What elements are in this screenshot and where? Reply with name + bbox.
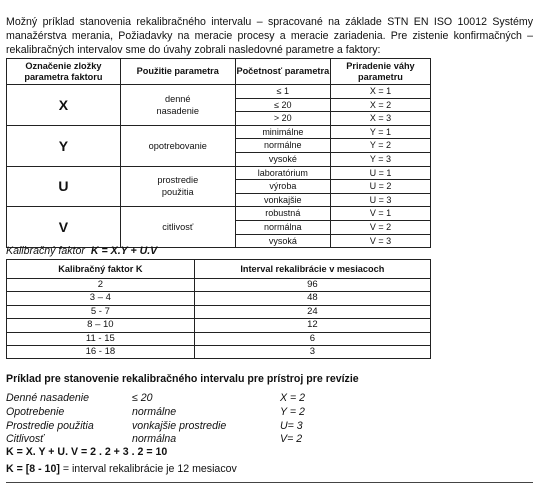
intro-paragraph: Možný príklad stanovenia rekalibračného intervalu – spracované na základe STN EN ISO 10012 Systémy manažérstva merania, Požiadavky na meracie procesy a meracie zariadenia. Pre zistenie konfirmačných – rekalibračných intervalov sme do úvahy zobrali nasledovné parametre a faktory: xyxy=(6,15,533,56)
formula-label: Kalibračný faktor xyxy=(6,245,85,257)
level-item: normálna xyxy=(236,220,330,234)
level-item: ≤ 20 xyxy=(236,98,330,112)
example-calculation: K = X. Y + U. V = 2 . 2 + 3 . 2 = 10 xyxy=(6,446,168,458)
interval-months: 96 xyxy=(194,279,430,292)
example-weight: X = 2 xyxy=(280,392,306,404)
level-item: > 20 xyxy=(236,111,330,125)
level-item: ≤ 1 xyxy=(276,86,290,96)
level-item: minimálne xyxy=(262,126,304,137)
factor-levels xyxy=(235,85,330,126)
factor-use: citlivosť xyxy=(120,207,235,248)
weight-item: X = 3 xyxy=(331,111,430,125)
example-parameter: Opotrebenie xyxy=(6,406,65,418)
example-parameter: Prostredie použitia xyxy=(6,420,94,432)
factor-range: 2 xyxy=(7,279,195,292)
weight-item: Y = 2 xyxy=(331,138,430,152)
factor-levels xyxy=(235,125,330,166)
weight-item: V = 3 xyxy=(331,234,430,248)
interval-months: 6 xyxy=(194,332,430,345)
factor-weights xyxy=(330,207,430,248)
result-range: K = [8 - 10] xyxy=(6,463,60,475)
header-recalibration-interval: Interval rekalibrácie v mesiacoch xyxy=(194,260,430,279)
level-item: normálne xyxy=(236,138,330,152)
factor-weights xyxy=(330,85,430,126)
factor-range: 8 – 10 xyxy=(7,319,195,332)
weight-item: V = 1 xyxy=(369,208,392,219)
example-weight: U= 3 xyxy=(280,420,303,432)
factor-row-x xyxy=(7,85,431,126)
interval-table xyxy=(6,259,431,359)
example-value: normálna xyxy=(132,433,177,445)
factor-use: opotrebovanie xyxy=(120,125,235,166)
weight-item: X = 1 xyxy=(369,86,392,96)
weight-item: Y = 1 xyxy=(369,126,392,137)
header-factor-symbol: Označenie zložky parametra faktoru xyxy=(7,59,121,85)
factor-use: prostredie použitia xyxy=(120,166,235,207)
calibration-formula xyxy=(6,245,157,257)
factor-row-u xyxy=(7,166,431,207)
interval-table-header xyxy=(7,260,431,279)
factor-range: 5 - 7 xyxy=(7,305,195,318)
example-weight: Y = 2 xyxy=(280,406,305,418)
factor-levels xyxy=(235,207,330,248)
factor-row-y xyxy=(7,125,431,166)
header-parameter-frequency: Početnosť parametra xyxy=(235,59,330,85)
factor-symbol: U xyxy=(7,166,121,207)
factors-table xyxy=(6,58,431,248)
example-result xyxy=(6,463,237,475)
factor-range: 3 – 4 xyxy=(7,292,195,305)
factor-range: 11 - 15 xyxy=(7,332,195,345)
example-weight: V= 2 xyxy=(280,433,303,445)
factor-symbol: V xyxy=(7,207,121,248)
weight-item: U = 3 xyxy=(331,193,430,207)
divider xyxy=(6,482,533,483)
table-row xyxy=(7,319,431,332)
factor-levels xyxy=(235,166,330,207)
table-row xyxy=(7,332,431,345)
factor-weights xyxy=(330,166,430,207)
table-row xyxy=(7,292,431,305)
interval-months: 48 xyxy=(194,292,430,305)
result-text: = interval rekalibrácie je 12 mesiacov xyxy=(59,463,237,475)
level-item: robustná xyxy=(265,208,301,219)
factor-symbol: X xyxy=(7,85,121,126)
factor-weights xyxy=(330,125,430,166)
example-parameter: Citlivosť xyxy=(6,433,44,445)
header-parameter-use: Použitie parametra xyxy=(120,59,235,85)
example-parameter: Denné nasadenie xyxy=(6,392,90,404)
interval-months: 12 xyxy=(194,319,430,332)
weight-item: V = 2 xyxy=(331,220,430,234)
weight-item: U = 1 xyxy=(369,167,392,178)
header-parameter-weight: Priradenie váhy parametru xyxy=(330,59,430,85)
example-value: normálne xyxy=(132,406,177,418)
weight-item: U = 2 xyxy=(331,179,430,193)
factors-table-header xyxy=(7,59,431,85)
formula-expression: K = X.Y + U.V xyxy=(90,245,158,257)
table-row xyxy=(7,305,431,318)
interval-months: 3 xyxy=(194,346,430,359)
level-item: vonkajšie xyxy=(236,193,330,207)
level-item: laboratórium xyxy=(257,167,308,178)
interval-months: 24 xyxy=(194,305,430,318)
factor-symbol: Y xyxy=(7,125,121,166)
table-row xyxy=(7,346,431,359)
factor-row-v xyxy=(7,207,431,248)
factor-use: denné nasadenie xyxy=(120,85,235,126)
header-calibration-factor: Kalibračný faktor K xyxy=(7,260,195,279)
factor-range: 16 - 18 xyxy=(7,346,195,359)
table-row xyxy=(7,279,431,292)
example-value: vonkajšie prostredie xyxy=(132,420,227,432)
weight-item: X = 2 xyxy=(331,98,430,112)
level-item: vysoká xyxy=(236,234,330,248)
level-item: výroba xyxy=(236,179,330,193)
weight-item: Y = 3 xyxy=(331,152,430,166)
example-value: ≤ 20 xyxy=(132,392,153,404)
example-heading: Príklad pre stanovenie rekalibračného intervalu pre prístroj pre revízie xyxy=(6,373,359,385)
level-item: vysoké xyxy=(236,152,330,166)
